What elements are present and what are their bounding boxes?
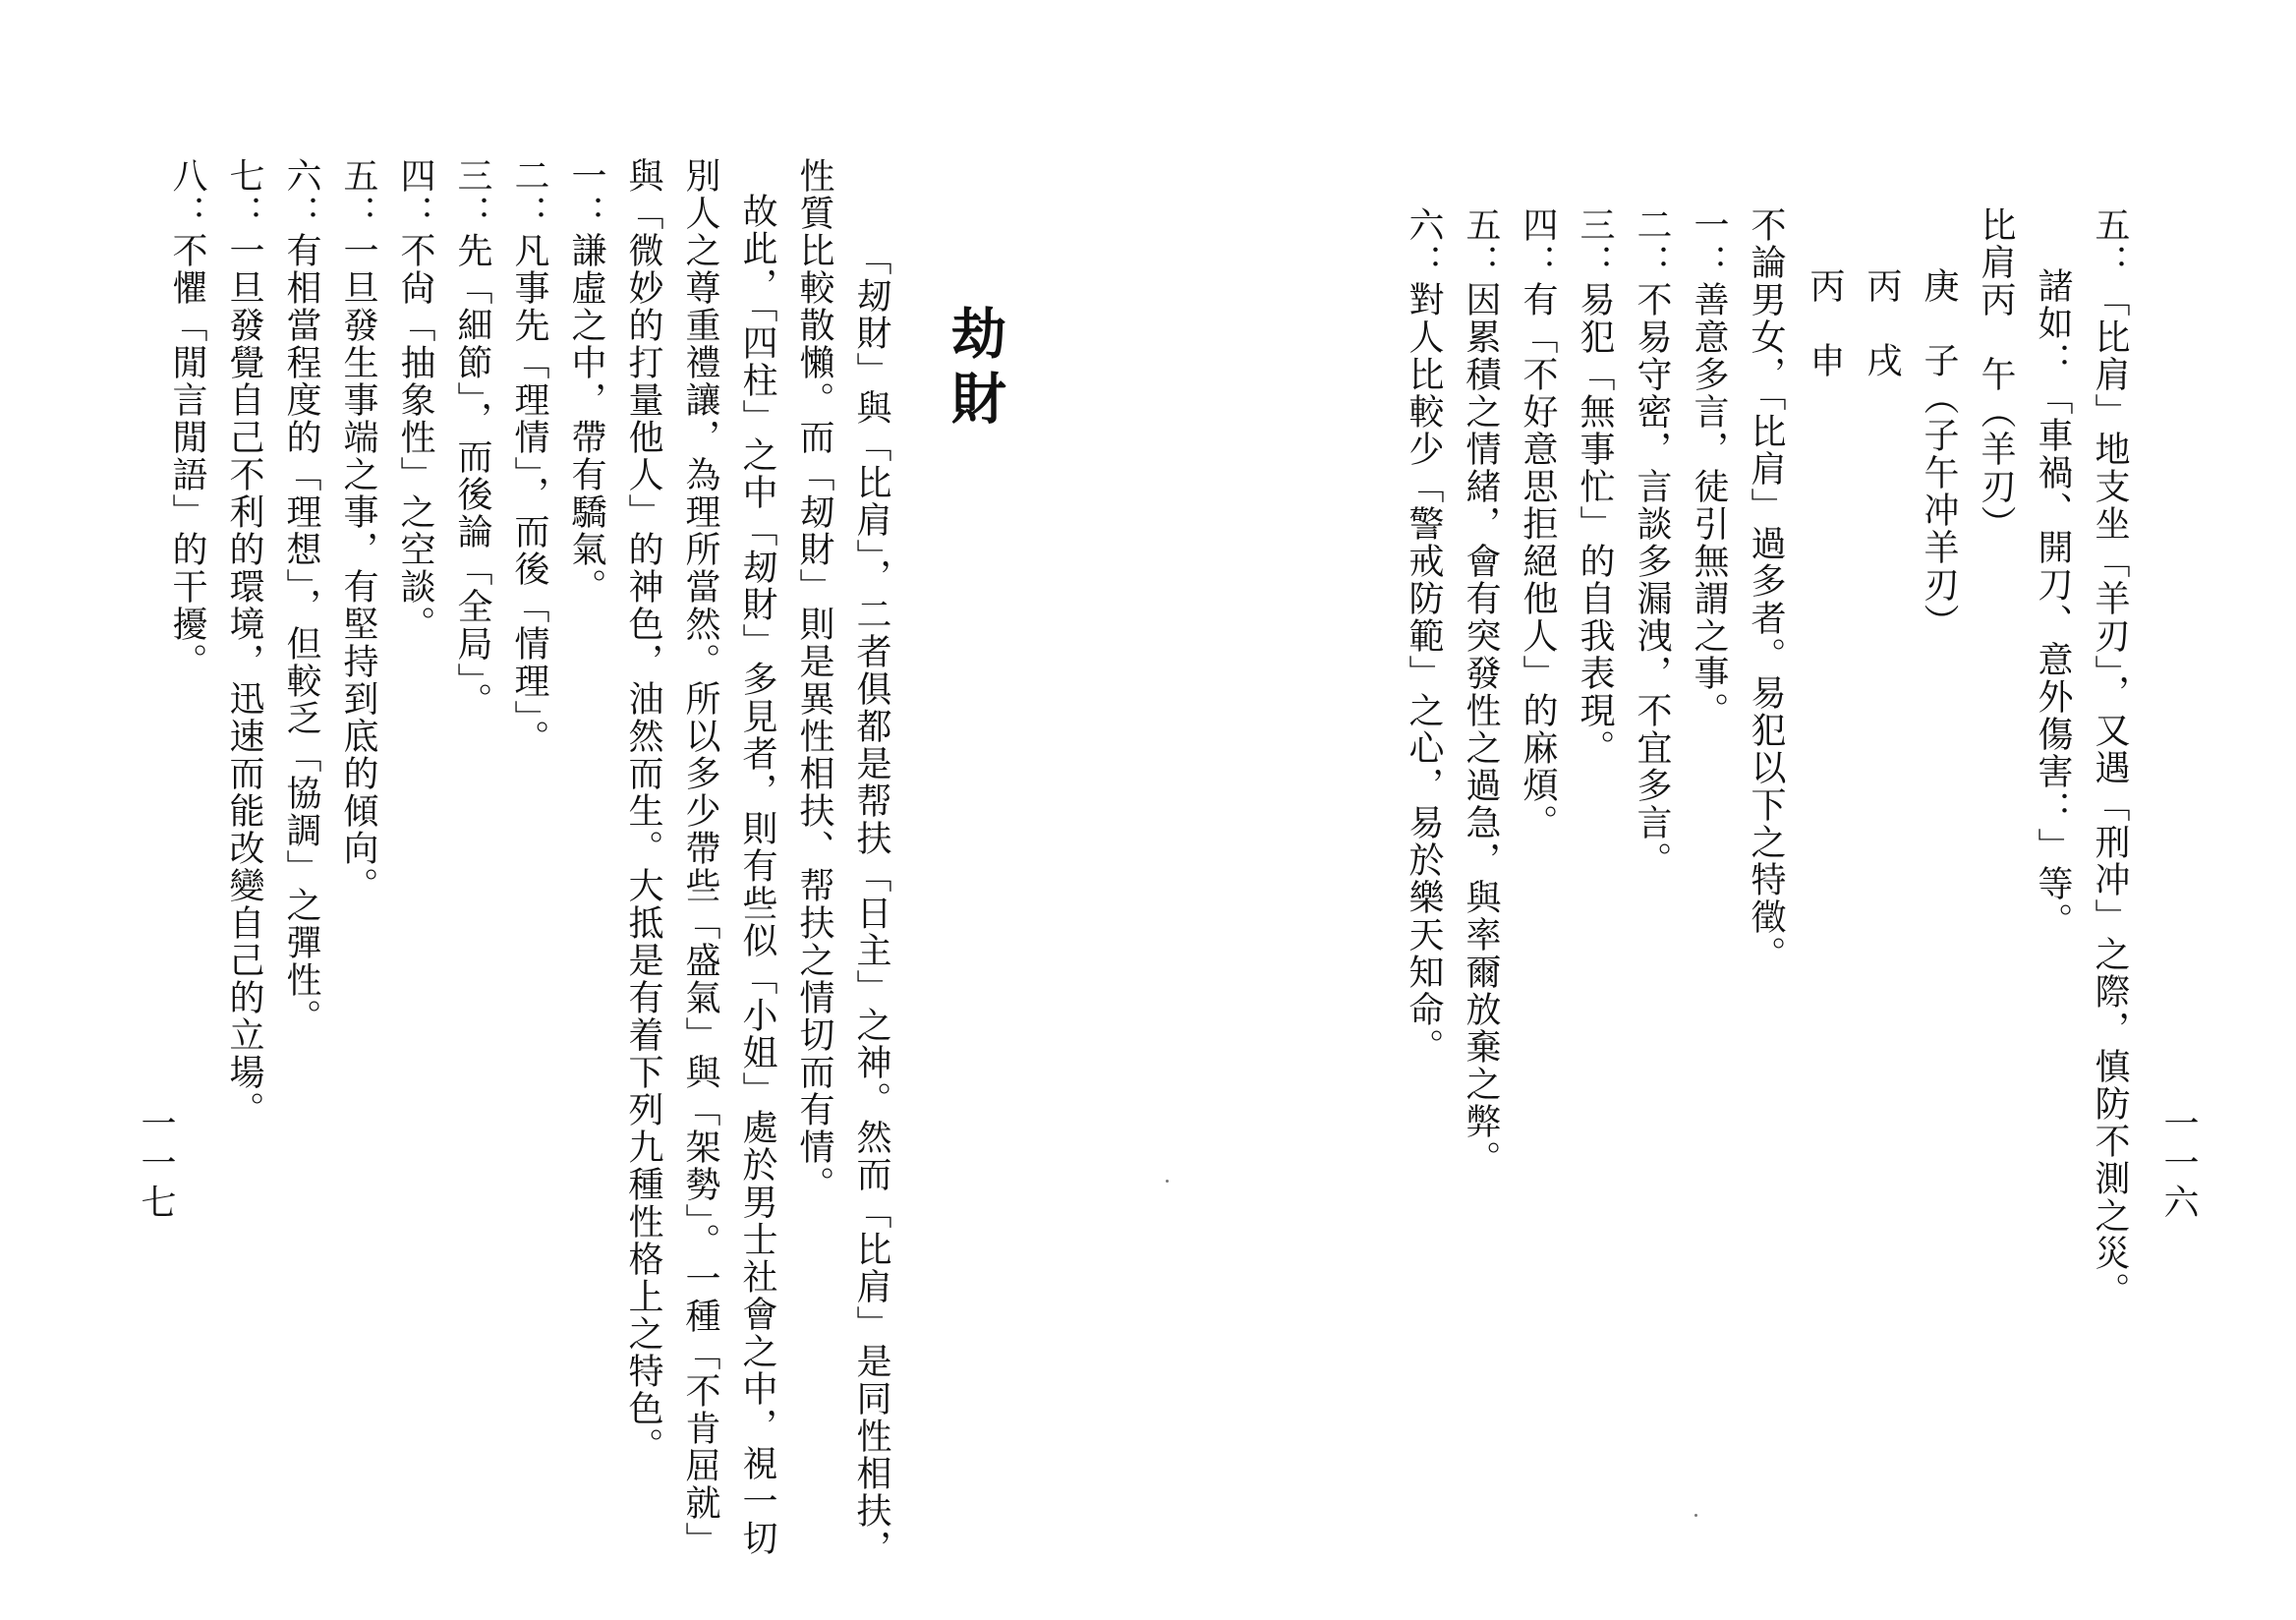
list-item: 二：凡事先「理情」，而後「情理」。 [509, 157, 549, 757]
text-column: 諸如：「車禍、開刀、意外傷害：」等。 [2033, 267, 2073, 940]
text-column: 比肩丙 午（羊刃） [1976, 206, 2016, 543]
text-column: 五：「比肩」地支坐「羊刃」，又遇「刑冲」之際，慎防不測之災。 [2090, 206, 2130, 1309]
list-item: 八：不懼「閒言閒語」的干擾。 [167, 157, 207, 680]
text-column: 性質比較散懶。而「刼財」則是異性相扶、帮扶之情切而有情。 [794, 157, 834, 1203]
list-item: 二：不易守密，言談多漏洩，不宜多言。 [1632, 206, 1672, 879]
text-column: 不論男女，「比肩」過多者。易犯以下之特徵。 [1746, 206, 1786, 973]
page-number-right: 一一六 [2158, 1105, 2199, 1223]
section-title: 劫財 [943, 305, 1007, 434]
list-item: 四：不尙「抽象性」之空談。 [395, 157, 435, 643]
text-column: 丙 戌 [1862, 267, 1902, 379]
page-number-left: 一一七 [136, 1105, 176, 1223]
list-item: 七：一旦發覺自己不利的環境，迅速而能改變自己的立場。 [224, 157, 264, 1128]
text-column: 與「微妙的打量他人」的神色，油然而生。大抵是有着下列九種性格上之特色。 [623, 157, 663, 1465]
text-column: 別人之尊重禮讓，為理所當然。所以多少帶些「盛氣」與「架勢」。一種「不肯屈就」 [680, 157, 720, 1559]
list-item: 一：謙虛之中，帶有驕氣。 [566, 157, 606, 606]
list-item: 一：善意多言，徒引無謂之事。 [1689, 206, 1729, 729]
list-item: 五：一旦發生事端之事，有堅持到底的傾向。 [338, 157, 378, 904]
list-item: 三：先「細節」，而後論「全局」。 [452, 157, 492, 720]
text-column: 庚 子（子午冲羊刃） [1919, 267, 1959, 641]
text-column: 丙 申 [1805, 267, 1845, 379]
scan-speck [1694, 1514, 1697, 1517]
text-column: 「刼財」與「比肩」，二者俱都是帮扶「日主」之神。然而「比肩」是同性相扶， [851, 240, 891, 1567]
scan-speck [1166, 1180, 1169, 1183]
text-column: 故此，「四柱」之中「刼財」多見者，則有些似「小姐」處於男士社會之中，視一切 [737, 193, 777, 1557]
list-item: 五：因累積之情緒，會有突發性之過急，與率爾放棄之弊。 [1461, 206, 1501, 1178]
list-item: 四：有「不好意思拒絕他人」的麻煩。 [1518, 206, 1558, 841]
list-item: 六：對人比較少「警戒防範」之心，易於樂天知命。 [1404, 206, 1444, 1066]
list-item: 三：易犯「無事忙」的自我表現。 [1575, 206, 1615, 767]
list-item: 六：有相當程度的「理想」，但較乏「協調」之彈性。 [281, 157, 321, 1036]
